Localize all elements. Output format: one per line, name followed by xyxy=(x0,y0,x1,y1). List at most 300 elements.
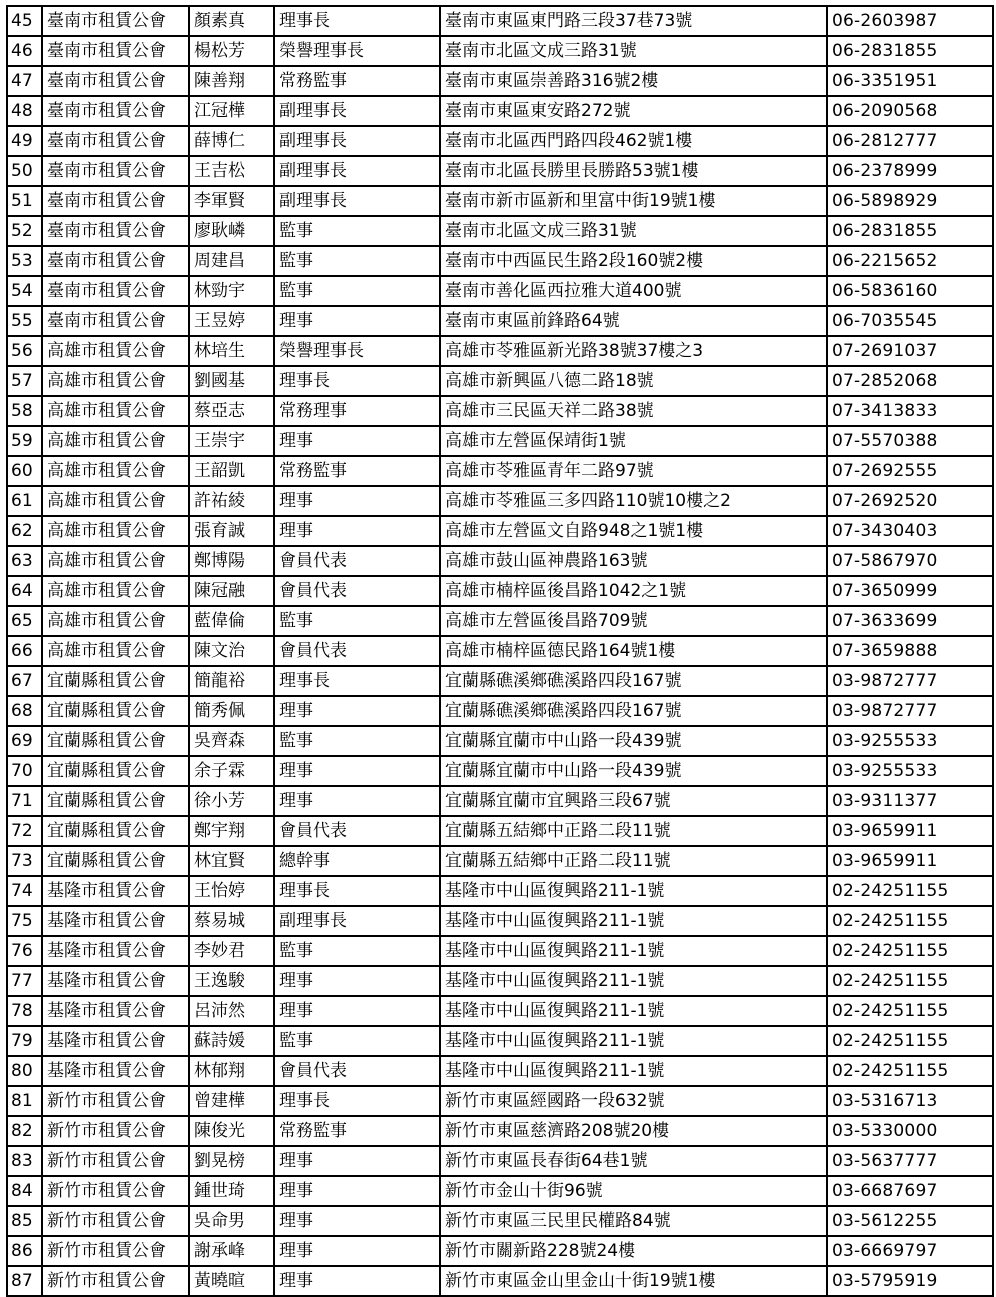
member-name: 王吉松 xyxy=(189,156,274,186)
row-number: 64 xyxy=(7,576,42,606)
association-name: 新竹市租賃公會 xyxy=(42,1176,189,1206)
row-number: 54 xyxy=(7,276,42,306)
association-name: 臺南市租賃公會 xyxy=(42,66,189,96)
table-row xyxy=(7,756,993,786)
association-name: 宜蘭縣租賃公會 xyxy=(42,726,189,756)
address: 高雄市苓雅區青年二路97號 xyxy=(440,456,827,486)
phone-number: 03-5330000 xyxy=(827,1116,993,1146)
member-name: 黃曉暄 xyxy=(189,1266,274,1296)
member-title: 監事 xyxy=(274,1026,440,1056)
row-number: 70 xyxy=(7,756,42,786)
row-number: 86 xyxy=(7,1236,42,1266)
table-row xyxy=(7,666,993,696)
address: 高雄市左營區後昌路709號 xyxy=(440,606,827,636)
address: 臺南市東區東門路三段37巷73號 xyxy=(440,6,827,36)
member-name: 呂沛然 xyxy=(189,996,274,1026)
address: 高雄市三民區天祥二路38號 xyxy=(440,396,827,426)
member-title: 常務監事 xyxy=(274,66,440,96)
association-name: 基隆市租賃公會 xyxy=(42,1056,189,1086)
table-row xyxy=(7,1266,993,1296)
phone-number: 02-24251155 xyxy=(827,966,993,996)
member-title: 會員代表 xyxy=(274,546,440,576)
phone-number: 03-5316713 xyxy=(827,1086,993,1116)
association-name: 基隆市租賃公會 xyxy=(42,966,189,996)
address: 臺南市北區長勝里長勝路53號1樓 xyxy=(440,156,827,186)
member-name: 江冠樺 xyxy=(189,96,274,126)
address: 臺南市新市區新和里富中街19號1樓 xyxy=(440,186,827,216)
phone-number: 06-2831855 xyxy=(827,36,993,66)
member-name: 楊松芳 xyxy=(189,36,274,66)
row-number: 74 xyxy=(7,876,42,906)
association-name: 臺南市租賃公會 xyxy=(42,126,189,156)
phone-number: 06-2378999 xyxy=(827,156,993,186)
phone-number: 06-2812777 xyxy=(827,126,993,156)
member-name: 許祐綾 xyxy=(189,486,274,516)
table-row xyxy=(7,6,993,36)
address: 基隆市中山區復興路211-1號 xyxy=(440,1026,827,1056)
table-row xyxy=(7,1206,993,1236)
phone-number: 07-3650999 xyxy=(827,576,993,606)
association-name: 高雄市租賃公會 xyxy=(42,636,189,666)
member-name: 李妙君 xyxy=(189,936,274,966)
table-row xyxy=(7,336,993,366)
association-name: 臺南市租賃公會 xyxy=(42,246,189,276)
address: 高雄市左營區文自路948之1號1樓 xyxy=(440,516,827,546)
member-title: 常務監事 xyxy=(274,1116,440,1146)
row-number: 81 xyxy=(7,1086,42,1116)
address: 高雄市楠梓區德民路164號1樓 xyxy=(440,636,827,666)
row-number: 75 xyxy=(7,906,42,936)
phone-number: 03-9872777 xyxy=(827,696,993,726)
member-name: 徐小芳 xyxy=(189,786,274,816)
member-title: 理事 xyxy=(274,1236,440,1266)
address: 新竹市東區長春街64巷1號 xyxy=(440,1146,827,1176)
association-name: 臺南市租賃公會 xyxy=(42,36,189,66)
phone-number: 03-9659911 xyxy=(827,816,993,846)
member-name: 林培生 xyxy=(189,336,274,366)
table-row xyxy=(7,486,993,516)
address: 新竹市東區慈濟路208號20樓 xyxy=(440,1116,827,1146)
association-name: 臺南市租賃公會 xyxy=(42,6,189,36)
association-name: 新竹市租賃公會 xyxy=(42,1146,189,1176)
table-row xyxy=(7,396,993,426)
member-title: 理事 xyxy=(274,306,440,336)
member-name: 簡龍裕 xyxy=(189,666,274,696)
member-name: 王韶凱 xyxy=(189,456,274,486)
association-name: 新竹市租賃公會 xyxy=(42,1116,189,1146)
member-name: 簡秀佩 xyxy=(189,696,274,726)
row-number: 77 xyxy=(7,966,42,996)
table-row xyxy=(7,906,993,936)
association-name: 高雄市租賃公會 xyxy=(42,576,189,606)
member-title: 會員代表 xyxy=(274,576,440,606)
member-title: 理事 xyxy=(274,996,440,1026)
member-name: 薛博仁 xyxy=(189,126,274,156)
member-title: 理事 xyxy=(274,426,440,456)
phone-number: 07-3633699 xyxy=(827,606,993,636)
address: 臺南市中西區民生路2段160號2樓 xyxy=(440,246,827,276)
row-number: 60 xyxy=(7,456,42,486)
table-row xyxy=(7,96,993,126)
association-name: 基隆市租賃公會 xyxy=(42,996,189,1026)
member-title: 理事 xyxy=(274,1266,440,1296)
row-number: 58 xyxy=(7,396,42,426)
address: 基隆市中山區復興路211-1號 xyxy=(440,1056,827,1086)
address: 高雄市左營區保靖街1號 xyxy=(440,426,827,456)
address: 宜蘭縣礁溪鄉礁溪路四段167號 xyxy=(440,696,827,726)
member-name: 王怡婷 xyxy=(189,876,274,906)
table-row xyxy=(7,696,993,726)
member-title: 理事長 xyxy=(274,1086,440,1116)
table-row xyxy=(7,1116,993,1146)
row-number: 49 xyxy=(7,126,42,156)
phone-number: 07-3413833 xyxy=(827,396,993,426)
member-title: 監事 xyxy=(274,276,440,306)
member-title: 監事 xyxy=(274,246,440,276)
member-title: 理事長 xyxy=(274,876,440,906)
member-title: 榮譽理事長 xyxy=(274,336,440,366)
association-name: 宜蘭縣租賃公會 xyxy=(42,816,189,846)
row-number: 80 xyxy=(7,1056,42,1086)
row-number: 62 xyxy=(7,516,42,546)
association-name: 新竹市租賃公會 xyxy=(42,1266,189,1296)
table-row xyxy=(7,456,993,486)
member-title: 監事 xyxy=(274,216,440,246)
row-number: 63 xyxy=(7,546,42,576)
member-name: 林勁宇 xyxy=(189,276,274,306)
row-number: 61 xyxy=(7,486,42,516)
association-name: 高雄市租賃公會 xyxy=(42,546,189,576)
table-row xyxy=(7,216,993,246)
table-row xyxy=(7,816,993,846)
member-name: 余子霖 xyxy=(189,756,274,786)
member-name: 劉晃榜 xyxy=(189,1146,274,1176)
row-number: 84 xyxy=(7,1176,42,1206)
table-row xyxy=(7,516,993,546)
association-name: 臺南市租賃公會 xyxy=(42,306,189,336)
member-name: 王昱婷 xyxy=(189,306,274,336)
phone-number: 03-9255533 xyxy=(827,726,993,756)
phone-number: 07-5867970 xyxy=(827,546,993,576)
association-name: 基隆市租賃公會 xyxy=(42,936,189,966)
phone-number: 02-24251155 xyxy=(827,996,993,1026)
phone-number: 03-5795919 xyxy=(827,1266,993,1296)
member-title: 總幹事 xyxy=(274,846,440,876)
table-row xyxy=(7,606,993,636)
phone-number: 03-6687697 xyxy=(827,1176,993,1206)
table-row xyxy=(7,276,993,306)
member-title: 理事 xyxy=(274,786,440,816)
row-number: 83 xyxy=(7,1146,42,1176)
member-title: 常務監事 xyxy=(274,456,440,486)
table-row xyxy=(7,426,993,456)
row-number: 57 xyxy=(7,366,42,396)
association-name: 高雄市租賃公會 xyxy=(42,366,189,396)
table-row xyxy=(7,726,993,756)
association-name: 宜蘭縣租賃公會 xyxy=(42,786,189,816)
phone-number: 06-5836160 xyxy=(827,276,993,306)
member-title: 副理事長 xyxy=(274,156,440,186)
row-number: 48 xyxy=(7,96,42,126)
row-number: 73 xyxy=(7,846,42,876)
association-name: 臺南市租賃公會 xyxy=(42,216,189,246)
member-title: 理事 xyxy=(274,1176,440,1206)
phone-number: 07-2692520 xyxy=(827,486,993,516)
phone-number: 03-6669797 xyxy=(827,1236,993,1266)
row-number: 52 xyxy=(7,216,42,246)
row-number: 65 xyxy=(7,606,42,636)
row-number: 79 xyxy=(7,1026,42,1056)
table-row xyxy=(7,996,993,1026)
row-number: 67 xyxy=(7,666,42,696)
association-name: 臺南市租賃公會 xyxy=(42,276,189,306)
member-title: 理事 xyxy=(274,966,440,996)
member-name: 廖耿嶙 xyxy=(189,216,274,246)
phone-number: 06-2831855 xyxy=(827,216,993,246)
row-number: 66 xyxy=(7,636,42,666)
member-title: 副理事長 xyxy=(274,126,440,156)
table-row xyxy=(7,126,993,156)
phone-number: 07-2852068 xyxy=(827,366,993,396)
member-name: 陳俊光 xyxy=(189,1116,274,1146)
member-title: 理事長 xyxy=(274,666,440,696)
association-name: 宜蘭縣租賃公會 xyxy=(42,756,189,786)
member-roster-table xyxy=(6,5,994,1297)
member-title: 理事 xyxy=(274,516,440,546)
member-name: 藍偉倫 xyxy=(189,606,274,636)
table-row xyxy=(7,1176,993,1206)
association-name: 基隆市租賃公會 xyxy=(42,906,189,936)
member-title: 理事 xyxy=(274,1146,440,1176)
address: 基隆市中山區復興路211-1號 xyxy=(440,966,827,996)
phone-number: 07-2691037 xyxy=(827,336,993,366)
association-name: 新竹市租賃公會 xyxy=(42,1206,189,1236)
member-name: 蔡易城 xyxy=(189,906,274,936)
table-row xyxy=(7,876,993,906)
address: 宜蘭縣五結鄉中正路二段11號 xyxy=(440,846,827,876)
phone-number: 07-3659888 xyxy=(827,636,993,666)
table-row xyxy=(7,636,993,666)
association-name: 宜蘭縣租賃公會 xyxy=(42,696,189,726)
address: 宜蘭縣宜蘭市宜興路三段67號 xyxy=(440,786,827,816)
association-name: 臺南市租賃公會 xyxy=(42,186,189,216)
address: 新竹市金山十街96號 xyxy=(440,1176,827,1206)
table-row xyxy=(7,1056,993,1086)
member-name: 周建昌 xyxy=(189,246,274,276)
table-row xyxy=(7,246,993,276)
table-row xyxy=(7,846,993,876)
table-row xyxy=(7,786,993,816)
address: 高雄市新興區八德二路18號 xyxy=(440,366,827,396)
phone-number: 06-7035545 xyxy=(827,306,993,336)
member-title: 理事 xyxy=(274,486,440,516)
association-name: 高雄市租賃公會 xyxy=(42,336,189,366)
association-name: 高雄市租賃公會 xyxy=(42,456,189,486)
member-name: 謝承峰 xyxy=(189,1236,274,1266)
association-name: 高雄市租賃公會 xyxy=(42,486,189,516)
member-name: 李軍賢 xyxy=(189,186,274,216)
address: 宜蘭縣五結鄉中正路二段11號 xyxy=(440,816,827,846)
phone-number: 03-9255533 xyxy=(827,756,993,786)
phone-number: 02-24251155 xyxy=(827,876,993,906)
member-title: 常務理事 xyxy=(274,396,440,426)
member-title: 理事 xyxy=(274,1206,440,1236)
phone-number: 07-3430403 xyxy=(827,516,993,546)
member-title: 理事長 xyxy=(274,6,440,36)
address: 臺南市東區崇善路316號2樓 xyxy=(440,66,827,96)
member-title: 會員代表 xyxy=(274,1056,440,1086)
phone-number: 06-5898929 xyxy=(827,186,993,216)
address: 基隆市中山區復興路211-1號 xyxy=(440,906,827,936)
member-title: 副理事長 xyxy=(274,96,440,126)
table-row xyxy=(7,156,993,186)
row-number: 69 xyxy=(7,726,42,756)
member-title: 副理事長 xyxy=(274,906,440,936)
member-title: 副理事長 xyxy=(274,186,440,216)
member-name: 王崇宇 xyxy=(189,426,274,456)
member-name: 曾建樺 xyxy=(189,1086,274,1116)
association-name: 臺南市租賃公會 xyxy=(42,96,189,126)
member-title: 榮譽理事長 xyxy=(274,36,440,66)
table-row xyxy=(7,966,993,996)
member-name: 陳文治 xyxy=(189,636,274,666)
member-name: 劉國基 xyxy=(189,366,274,396)
phone-number: 03-9659911 xyxy=(827,846,993,876)
table-row xyxy=(7,1026,993,1056)
address: 高雄市楠梓區後昌路1042之1號 xyxy=(440,576,827,606)
member-name: 陳善翔 xyxy=(189,66,274,96)
member-title: 理事 xyxy=(274,696,440,726)
member-name: 陳冠融 xyxy=(189,576,274,606)
member-name: 蘇詩媛 xyxy=(189,1026,274,1056)
table-row xyxy=(7,186,993,216)
row-number: 72 xyxy=(7,816,42,846)
phone-number: 06-3351951 xyxy=(827,66,993,96)
member-title: 會員代表 xyxy=(274,816,440,846)
row-number: 46 xyxy=(7,36,42,66)
address: 宜蘭縣宜蘭市中山路一段439號 xyxy=(440,726,827,756)
association-name: 新竹市租賃公會 xyxy=(42,1086,189,1116)
table-row xyxy=(7,36,993,66)
address: 新竹市東區金山里金山十街19號1樓 xyxy=(440,1266,827,1296)
member-name: 蔡亞志 xyxy=(189,396,274,426)
roster-body xyxy=(7,6,993,1296)
table-row xyxy=(7,936,993,966)
association-name: 高雄市租賃公會 xyxy=(42,516,189,546)
member-name: 鄭博陽 xyxy=(189,546,274,576)
row-number: 53 xyxy=(7,246,42,276)
address: 新竹市東區三民里民權路84號 xyxy=(440,1206,827,1236)
address: 基隆市中山區復興路211-1號 xyxy=(440,936,827,966)
phone-number: 06-2603987 xyxy=(827,6,993,36)
row-number: 59 xyxy=(7,426,42,456)
member-title: 監事 xyxy=(274,726,440,756)
row-number: 50 xyxy=(7,156,42,186)
member-name: 林宜賢 xyxy=(189,846,274,876)
address: 新竹市東區經國路一段632號 xyxy=(440,1086,827,1116)
row-number: 68 xyxy=(7,696,42,726)
member-title: 監事 xyxy=(274,936,440,966)
address: 宜蘭縣宜蘭市中山路一段439號 xyxy=(440,756,827,786)
row-number: 76 xyxy=(7,936,42,966)
row-number: 87 xyxy=(7,1266,42,1296)
member-name: 林郁翔 xyxy=(189,1056,274,1086)
address: 高雄市苓雅區新光路38號37樓之3 xyxy=(440,336,827,366)
association-name: 新竹市租賃公會 xyxy=(42,1236,189,1266)
phone-number: 03-9311377 xyxy=(827,786,993,816)
phone-number: 07-5570388 xyxy=(827,426,993,456)
address: 高雄市苓雅區三多四路110號10樓之2 xyxy=(440,486,827,516)
table-row xyxy=(7,366,993,396)
association-name: 基隆市租賃公會 xyxy=(42,1026,189,1056)
address: 臺南市東區前鋒路64號 xyxy=(440,306,827,336)
table-row xyxy=(7,66,993,96)
address: 臺南市善化區西拉雅大道400號 xyxy=(440,276,827,306)
member-title: 理事長 xyxy=(274,366,440,396)
table-row xyxy=(7,306,993,336)
phone-number: 02-24251155 xyxy=(827,936,993,966)
member-name: 吳齊森 xyxy=(189,726,274,756)
association-name: 高雄市租賃公會 xyxy=(42,396,189,426)
address: 基隆市中山區復興路211-1號 xyxy=(440,996,827,1026)
row-number: 45 xyxy=(7,6,42,36)
association-name: 高雄市租賃公會 xyxy=(42,606,189,636)
row-number: 85 xyxy=(7,1206,42,1236)
member-name: 王逸駿 xyxy=(189,966,274,996)
phone-number: 06-2215652 xyxy=(827,246,993,276)
address: 基隆市中山區復興路211-1號 xyxy=(440,876,827,906)
address: 宜蘭縣礁溪鄉礁溪路四段167號 xyxy=(440,666,827,696)
association-name: 高雄市租賃公會 xyxy=(42,426,189,456)
address: 臺南市東區東安路272號 xyxy=(440,96,827,126)
association-name: 基隆市租賃公會 xyxy=(42,876,189,906)
member-name: 顏素真 xyxy=(189,6,274,36)
association-name: 宜蘭縣租賃公會 xyxy=(42,666,189,696)
association-name: 宜蘭縣租賃公會 xyxy=(42,846,189,876)
row-number: 51 xyxy=(7,186,42,216)
table-row xyxy=(7,546,993,576)
member-title: 理事 xyxy=(274,756,440,786)
phone-number: 02-24251155 xyxy=(827,1026,993,1056)
phone-number: 03-5637777 xyxy=(827,1146,993,1176)
member-name: 鄭宇翔 xyxy=(189,816,274,846)
table-row xyxy=(7,1146,993,1176)
phone-number: 06-2090568 xyxy=(827,96,993,126)
row-number: 78 xyxy=(7,996,42,1026)
row-number: 56 xyxy=(7,336,42,366)
row-number: 55 xyxy=(7,306,42,336)
address: 臺南市北區文成三路31號 xyxy=(440,216,827,246)
member-title: 會員代表 xyxy=(274,636,440,666)
phone-number: 07-2692555 xyxy=(827,456,993,486)
association-name: 臺南市租賃公會 xyxy=(42,156,189,186)
table-row xyxy=(7,1086,993,1116)
member-name: 吳命男 xyxy=(189,1206,274,1236)
phone-number: 02-24251155 xyxy=(827,906,993,936)
phone-number: 03-5612255 xyxy=(827,1206,993,1236)
row-number: 47 xyxy=(7,66,42,96)
table-row xyxy=(7,1236,993,1266)
address: 臺南市北區西門路四段462號1樓 xyxy=(440,126,827,156)
address: 新竹市關新路228號24樓 xyxy=(440,1236,827,1266)
phone-number: 02-24251155 xyxy=(827,1056,993,1086)
address: 高雄市鼓山區神農路163號 xyxy=(440,546,827,576)
phone-number: 03-9872777 xyxy=(827,666,993,696)
table-row xyxy=(7,576,993,606)
member-name: 張育誠 xyxy=(189,516,274,546)
member-title: 監事 xyxy=(274,606,440,636)
member-name: 鍾世琦 xyxy=(189,1176,274,1206)
